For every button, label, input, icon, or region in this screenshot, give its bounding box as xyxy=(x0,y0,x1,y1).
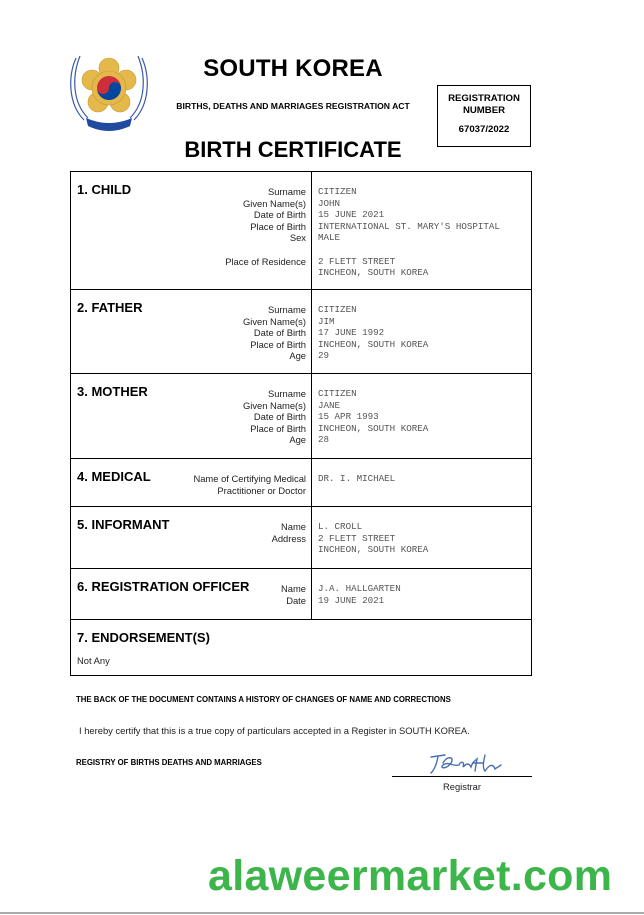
field-label: Address xyxy=(271,532,306,544)
field-label: Surname xyxy=(267,304,306,315)
field-label: Place of Birth xyxy=(250,422,306,434)
field-value: JANE xyxy=(318,399,341,411)
korea-national-emblem-icon xyxy=(66,46,152,136)
field-label: Surname xyxy=(267,388,306,399)
signature-line xyxy=(392,776,532,777)
field-value: 2 FLETT STREET xyxy=(318,255,396,267)
section-endorsement xyxy=(71,620,531,675)
field-label: Place of Residence xyxy=(225,255,306,267)
bottom-divider xyxy=(0,912,644,914)
field-value: 2 FLETT STREET xyxy=(318,532,396,544)
field-label: Age xyxy=(289,350,306,362)
field-label: Date of Birth xyxy=(253,327,306,339)
country-title: SOUTH KOREA xyxy=(203,55,383,82)
field-value: 29 xyxy=(318,350,330,362)
field-value: INCHEON, SOUTH KOREA xyxy=(318,267,429,279)
section-title: 5. INFORMANT xyxy=(77,517,170,532)
certification-statement: I hereby certify that this is a true copy of particulars accepted in a Register in SOUTH KOREA. xyxy=(79,725,470,736)
document-title: BIRTH CERTIFICATE xyxy=(184,137,402,162)
registrar-label: Registrar xyxy=(442,781,482,792)
watermark-text: alaweermarket.com xyxy=(208,852,613,900)
back-of-document-note: THE BACK OF THE DOCUMENT CONTAINS A HISTORY OF CHANGES OF NAME AND CORRECTIONS xyxy=(76,695,451,704)
field-value: L. CROLL xyxy=(318,521,363,532)
field-label: Given Name(s) xyxy=(242,315,306,327)
field-value: CITIZEN xyxy=(318,388,357,399)
field-value: 28 xyxy=(318,434,330,446)
endorsement-value: Not Any xyxy=(77,655,110,666)
field-label: Given Name(s) xyxy=(242,197,306,209)
field-value: J.A. HALLGARTEN xyxy=(318,583,401,594)
registration-label-line1: REGISTRATION xyxy=(448,93,520,104)
field-value: JIM xyxy=(318,315,335,327)
field-label: Practitioner or Doctor xyxy=(217,484,306,496)
section-title: 1. CHILD xyxy=(77,182,132,197)
field-value: JOHN xyxy=(318,197,341,209)
registration-number: 67037/2022 xyxy=(458,124,510,135)
field-value: CITIZEN xyxy=(318,304,357,315)
field-label: Given Name(s) xyxy=(242,399,306,411)
field-value: 15 JUNE 2021 xyxy=(318,209,385,221)
field-value: 15 APR 1993 xyxy=(318,411,379,423)
section-title: 6. REGISTRATION OFFICER xyxy=(77,579,250,594)
section-title: 3. MOTHER xyxy=(77,384,148,399)
field-label: Date of Birth xyxy=(253,209,306,221)
field-label: Sex xyxy=(289,232,306,244)
section-title: 4. MEDICAL xyxy=(77,469,151,484)
registration-number-box xyxy=(437,85,531,147)
field-label: Place of Birth xyxy=(250,338,306,350)
section-child xyxy=(71,172,531,290)
field-value: INCHEON, SOUTH KOREA xyxy=(318,338,429,350)
field-label: Date of Birth xyxy=(253,411,306,423)
field-value: 17 JUNE 1992 xyxy=(318,327,385,339)
field-label: Date xyxy=(286,594,306,606)
field-value: INCHEON, SOUTH KOREA xyxy=(318,422,429,434)
field-value: INTERNATIONAL ST. MARY'S HOSPITAL xyxy=(318,220,500,232)
field-label: Name xyxy=(280,521,306,532)
registrar-signature-icon xyxy=(425,749,505,777)
field-label: Place of Birth xyxy=(250,220,306,232)
section-title: 7. ENDORSEMENT(S) xyxy=(77,630,210,645)
section-registration-officer xyxy=(71,569,531,620)
section-father xyxy=(71,290,531,374)
registration-act: BIRTHS, DEATHS AND MARRIAGES REGISTRATION ACT xyxy=(176,101,410,111)
field-value: DR. I. MICHAEL xyxy=(318,473,396,484)
field-label: Surname xyxy=(267,186,306,197)
section-title: 2. FATHER xyxy=(77,300,143,315)
registration-label-line2: NUMBER xyxy=(462,105,506,116)
section-informant xyxy=(71,507,531,569)
field-value: 19 JUNE 2021 xyxy=(318,594,385,606)
field-label: Age xyxy=(289,434,306,446)
certificate-table xyxy=(70,171,532,676)
field-label: Name of Certifying Medical xyxy=(193,473,306,484)
field-value: CITIZEN xyxy=(318,186,357,197)
section-medical xyxy=(71,459,531,507)
registry-name: REGISTRY OF BIRTHS DEATHS AND MARRIAGES xyxy=(76,758,262,767)
field-value: MALE xyxy=(318,232,341,244)
section-mother xyxy=(71,374,531,459)
field-label: Name xyxy=(280,583,306,594)
field-value: INCHEON, SOUTH KOREA xyxy=(318,544,429,556)
